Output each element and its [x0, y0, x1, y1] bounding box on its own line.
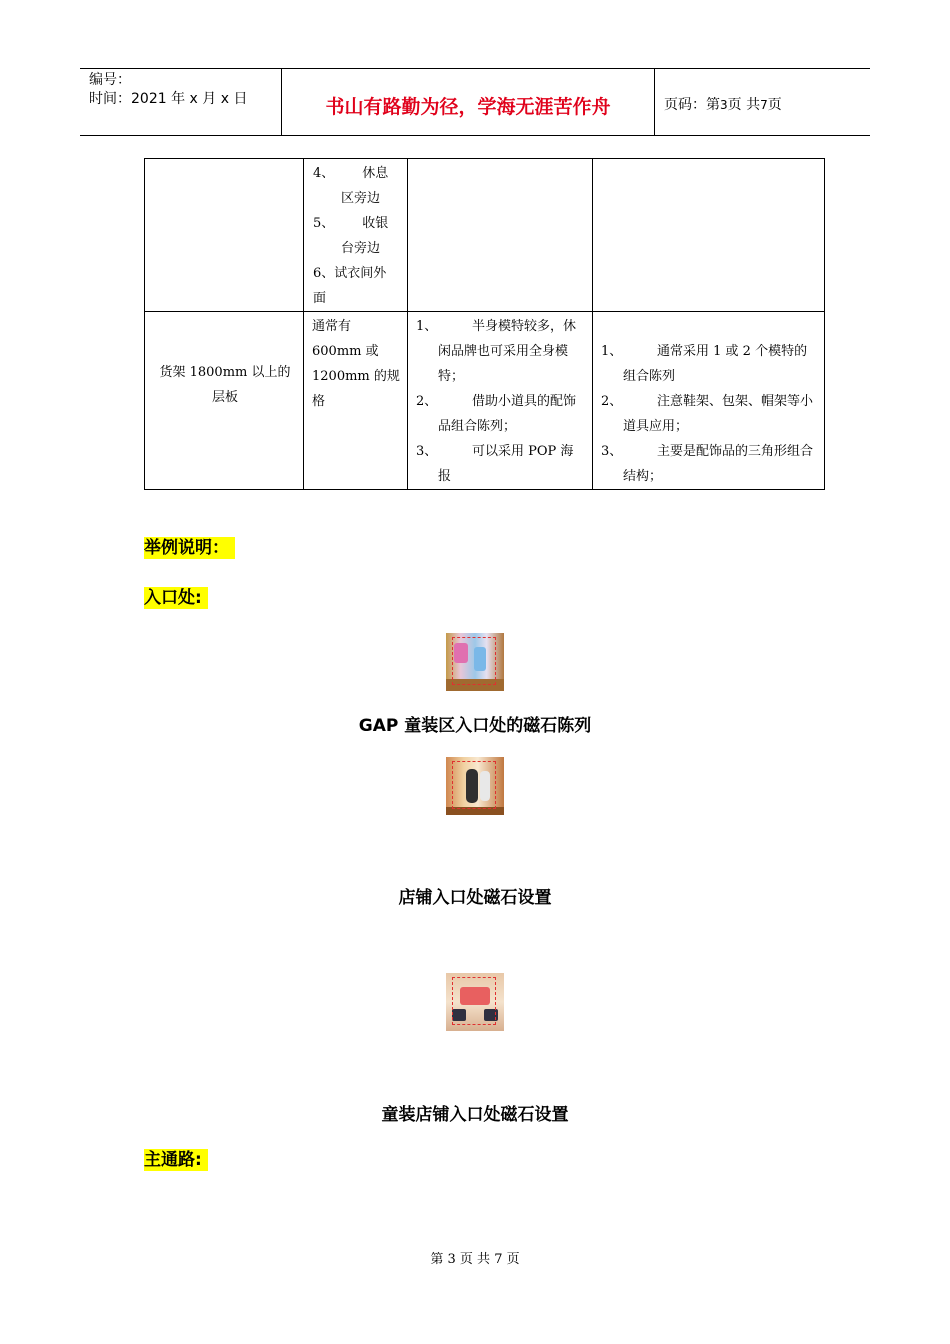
spec-text: 通常有 600mm 或 1200mm 的规格 [312, 319, 400, 409]
list-item: 2、 借助小道具的配饰品组合陈列； [416, 389, 586, 439]
item-text-cont: 面 [313, 291, 327, 306]
page-mid: 页 共 [727, 97, 761, 113]
header-page-number [664, 94, 782, 114]
list-item [313, 211, 403, 261]
list-item [313, 161, 403, 211]
list-item: 1、 通常采用 1 或 2 个模特的组合陈列 [601, 339, 818, 389]
header-motto: 书山有路勤为径，学海无涯苦作舟 [325, 96, 611, 118]
table-cell [593, 159, 825, 312]
entrance-heading: 入口处: [144, 587, 208, 609]
time-label: 时间：2021 年 x 月 x 日 [89, 91, 248, 107]
number-label: 编号： [89, 72, 131, 88]
main-aisle-heading: 主通路: [144, 1149, 208, 1171]
item-text: 试衣间外 [334, 266, 387, 281]
list-item: 3、 主要是配饰品的三角形组合结构； [601, 439, 818, 489]
table-cell [304, 159, 408, 312]
page-footer: 第 3 页 共 7 页 [430, 1252, 520, 1267]
table-cell [145, 312, 304, 490]
header-divider-right [654, 68, 655, 136]
store-entrance-photo [446, 757, 504, 815]
header-info [89, 71, 247, 109]
table-cell [593, 312, 825, 490]
item-text: 收银 [362, 216, 389, 231]
list-item: 2、 注意鞋架、包架、帽架等小道具应用； [601, 389, 818, 439]
table-cell [408, 312, 593, 490]
header-top-rule [80, 68, 870, 69]
caption-store-entrance: 店铺入口处磁石设置 [398, 888, 552, 908]
table-row [145, 159, 825, 312]
item-number: 6、 [313, 266, 335, 281]
table-cell [408, 159, 593, 312]
item-text: 通常采用 1 或 2 个模特的组合陈列 [623, 344, 808, 384]
item-text: 半身模特较多，休闲品牌也可采用全身模特； [438, 319, 577, 384]
caption-kids-store-entrance: 童装店铺入口处磁石设置 [381, 1105, 569, 1125]
table-row [145, 312, 825, 490]
item-text: 主要是配饰品的三角形组合结构； [623, 444, 814, 484]
item-text: 可以采用 POP 海报 [438, 444, 574, 484]
gap-kids-entrance-photo [446, 633, 504, 691]
item-text: 注意鞋架、包架、帽架等小道具应用； [623, 394, 814, 434]
item-text-cont: 台旁边 [341, 241, 381, 256]
list-item: 1、 半身模特较多，休闲品牌也可采用全身模特； [416, 314, 586, 389]
page-suffix: 页 [767, 97, 782, 113]
page-current: 3 [720, 98, 728, 112]
caption-gap-entrance: GAP 童装区入口处的磁石陈列 [358, 716, 592, 736]
example-heading: 举例说明： [144, 537, 235, 559]
kids-store-entrance-photo [446, 973, 504, 1031]
item-number: 5、 [313, 216, 335, 231]
item-text: 借助小道具的配饰品组合陈列； [438, 394, 577, 434]
item-number: 4、 [313, 166, 335, 181]
header-bottom-rule [80, 135, 870, 136]
list-item: 3、 可以采用 POP 海报 [416, 439, 586, 489]
list-item [313, 261, 403, 311]
page-total: 7 [760, 98, 768, 112]
item-text-cont: 区旁边 [341, 191, 381, 206]
shelf-label: 货架 1800mm 以上的层板 [159, 365, 291, 405]
item-text: 休息 [362, 166, 389, 181]
table-cell [145, 159, 304, 312]
page-prefix: 页码：第 [664, 97, 720, 113]
table-cell [304, 312, 408, 490]
display-table [144, 158, 825, 490]
